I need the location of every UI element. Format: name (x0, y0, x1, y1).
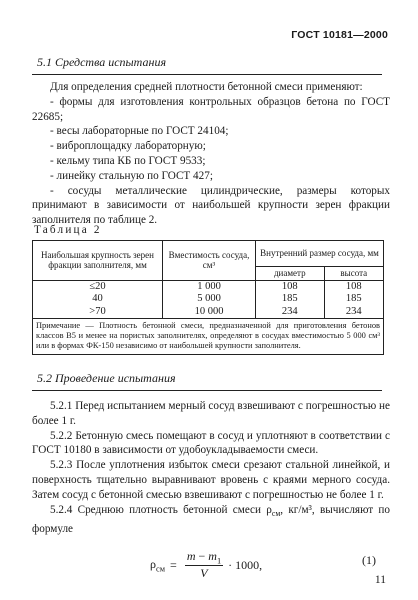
section-5-1-intro: Для определения средней плотности бетонной смеси применяют: (50, 81, 363, 93)
list-item: - весы лабораторные по ГОСТ 24104; (50, 125, 229, 138)
standard-code: ГОСТ 10181—2000 (291, 29, 388, 41)
table-cell: 234 (256, 306, 325, 319)
table-2 (32, 240, 384, 355)
table-row (33, 293, 384, 306)
formula-symbol: m (208, 549, 217, 563)
table-header-volume: Вместимость сосуда, см³ (163, 241, 256, 281)
list-item: - виброплощадку лабораторную; (50, 140, 206, 153)
formula-symbol: m (186, 549, 196, 563)
table-header-dimensions: Внутренний размер сосуда, мм (256, 241, 384, 267)
table-2-caption: Таблица 2 (34, 224, 102, 236)
formula-symbol: ρ (150, 557, 156, 571)
page-number: 11 (374, 574, 386, 586)
section-5-2-body (32, 399, 390, 536)
table-header-height: высота (324, 267, 383, 281)
paragraph-5-2-3: 5.2.3 После уплотнения избыток смеси срезают стальной линейкой, и поверхность тщательно выравнивают вровень с краями мерного сосуда. Затем сосуд с бетонной смесью взвешивают с погрешностью не более 1 г. (32, 459, 390, 501)
table-cell: 185 (324, 293, 383, 306)
formula-1 (150, 549, 262, 581)
section-5-2-title: 5.2 Проведение испытания (37, 371, 176, 385)
table-cell: 5 000 (163, 293, 256, 306)
formula-multiplier: · 1000, (228, 557, 263, 572)
table-cell: 1 000 (163, 280, 256, 293)
density-subscript: см (271, 508, 281, 518)
table-cell: 108 (324, 280, 383, 293)
list-item: - формы для изготовления контрольных образцов бетона по ГОСТ 22685; (32, 95, 390, 123)
formula-denominator: V (200, 566, 208, 581)
formula-fraction (185, 549, 223, 581)
formula-subscript: 1 (216, 556, 222, 566)
formula-subscript: см (156, 564, 166, 574)
formula-operator: − (198, 549, 206, 563)
formula-lhs (150, 557, 165, 573)
table-cell: 185 (256, 293, 325, 306)
table-header-size: Наибольшая крупность зерен фракции заполнителя, мм (33, 241, 163, 281)
table-note: Примечание — Плотность бетонной смеси, предназначенной для приготовления бетонов классов В5 и менее на пористых заполнителях, определяют в сосудах вместимостью 5 000 см³ или в формах ФК-150 независимо от наибольшей крупности заполнителя. (33, 319, 384, 355)
table-row (33, 280, 384, 293)
section-5-1-title: 5.1 Средства испытания (37, 55, 167, 69)
list-item: - кельму типа КБ по ГОСТ 9533; (50, 154, 206, 167)
paragraph-text: , кг/м³, вычисляют по формуле (32, 503, 390, 535)
table-cell: 108 (256, 280, 325, 293)
table-cell: 234 (324, 306, 383, 319)
table-cell: ≤20 (33, 280, 163, 293)
list-item: - сосуды металлические цилиндрические, размеры которых принимают в зависимости от наибольшей крупности зерен фракции заполнителя по таблице 2. (32, 184, 390, 227)
formula-numerator (185, 549, 223, 566)
section-rule (32, 74, 382, 75)
table-row (33, 306, 384, 319)
formula-equals: = (170, 557, 177, 572)
paragraph-text: 5.2.4 Среднюю плотность бетонной смеси ρ (50, 503, 272, 516)
table-cell: >70 (33, 306, 163, 319)
paragraph-5-2-1: 5.2.1 Перед испытанием мерный сосуд взвешивают с погрешностью не более 1 г. (32, 400, 390, 427)
section-5-1-body (32, 80, 390, 228)
table-cell: 40 (33, 293, 163, 306)
table-header-diameter: диаметр (256, 267, 325, 281)
list-item: - линейку стальную по ГОСТ 427; (50, 169, 213, 182)
paragraph-5-2-4 (32, 503, 390, 537)
table-cell: 10 000 (163, 306, 256, 319)
formula-number: (1) (362, 553, 376, 567)
section-rule (32, 390, 382, 391)
paragraph-5-2-2: 5.2.2 Бетонную смесь помещают в сосуд и уплотняют в соответствии с ГОСТ 10180 в зависимости от удобоукладываемости смеси. (32, 429, 390, 457)
